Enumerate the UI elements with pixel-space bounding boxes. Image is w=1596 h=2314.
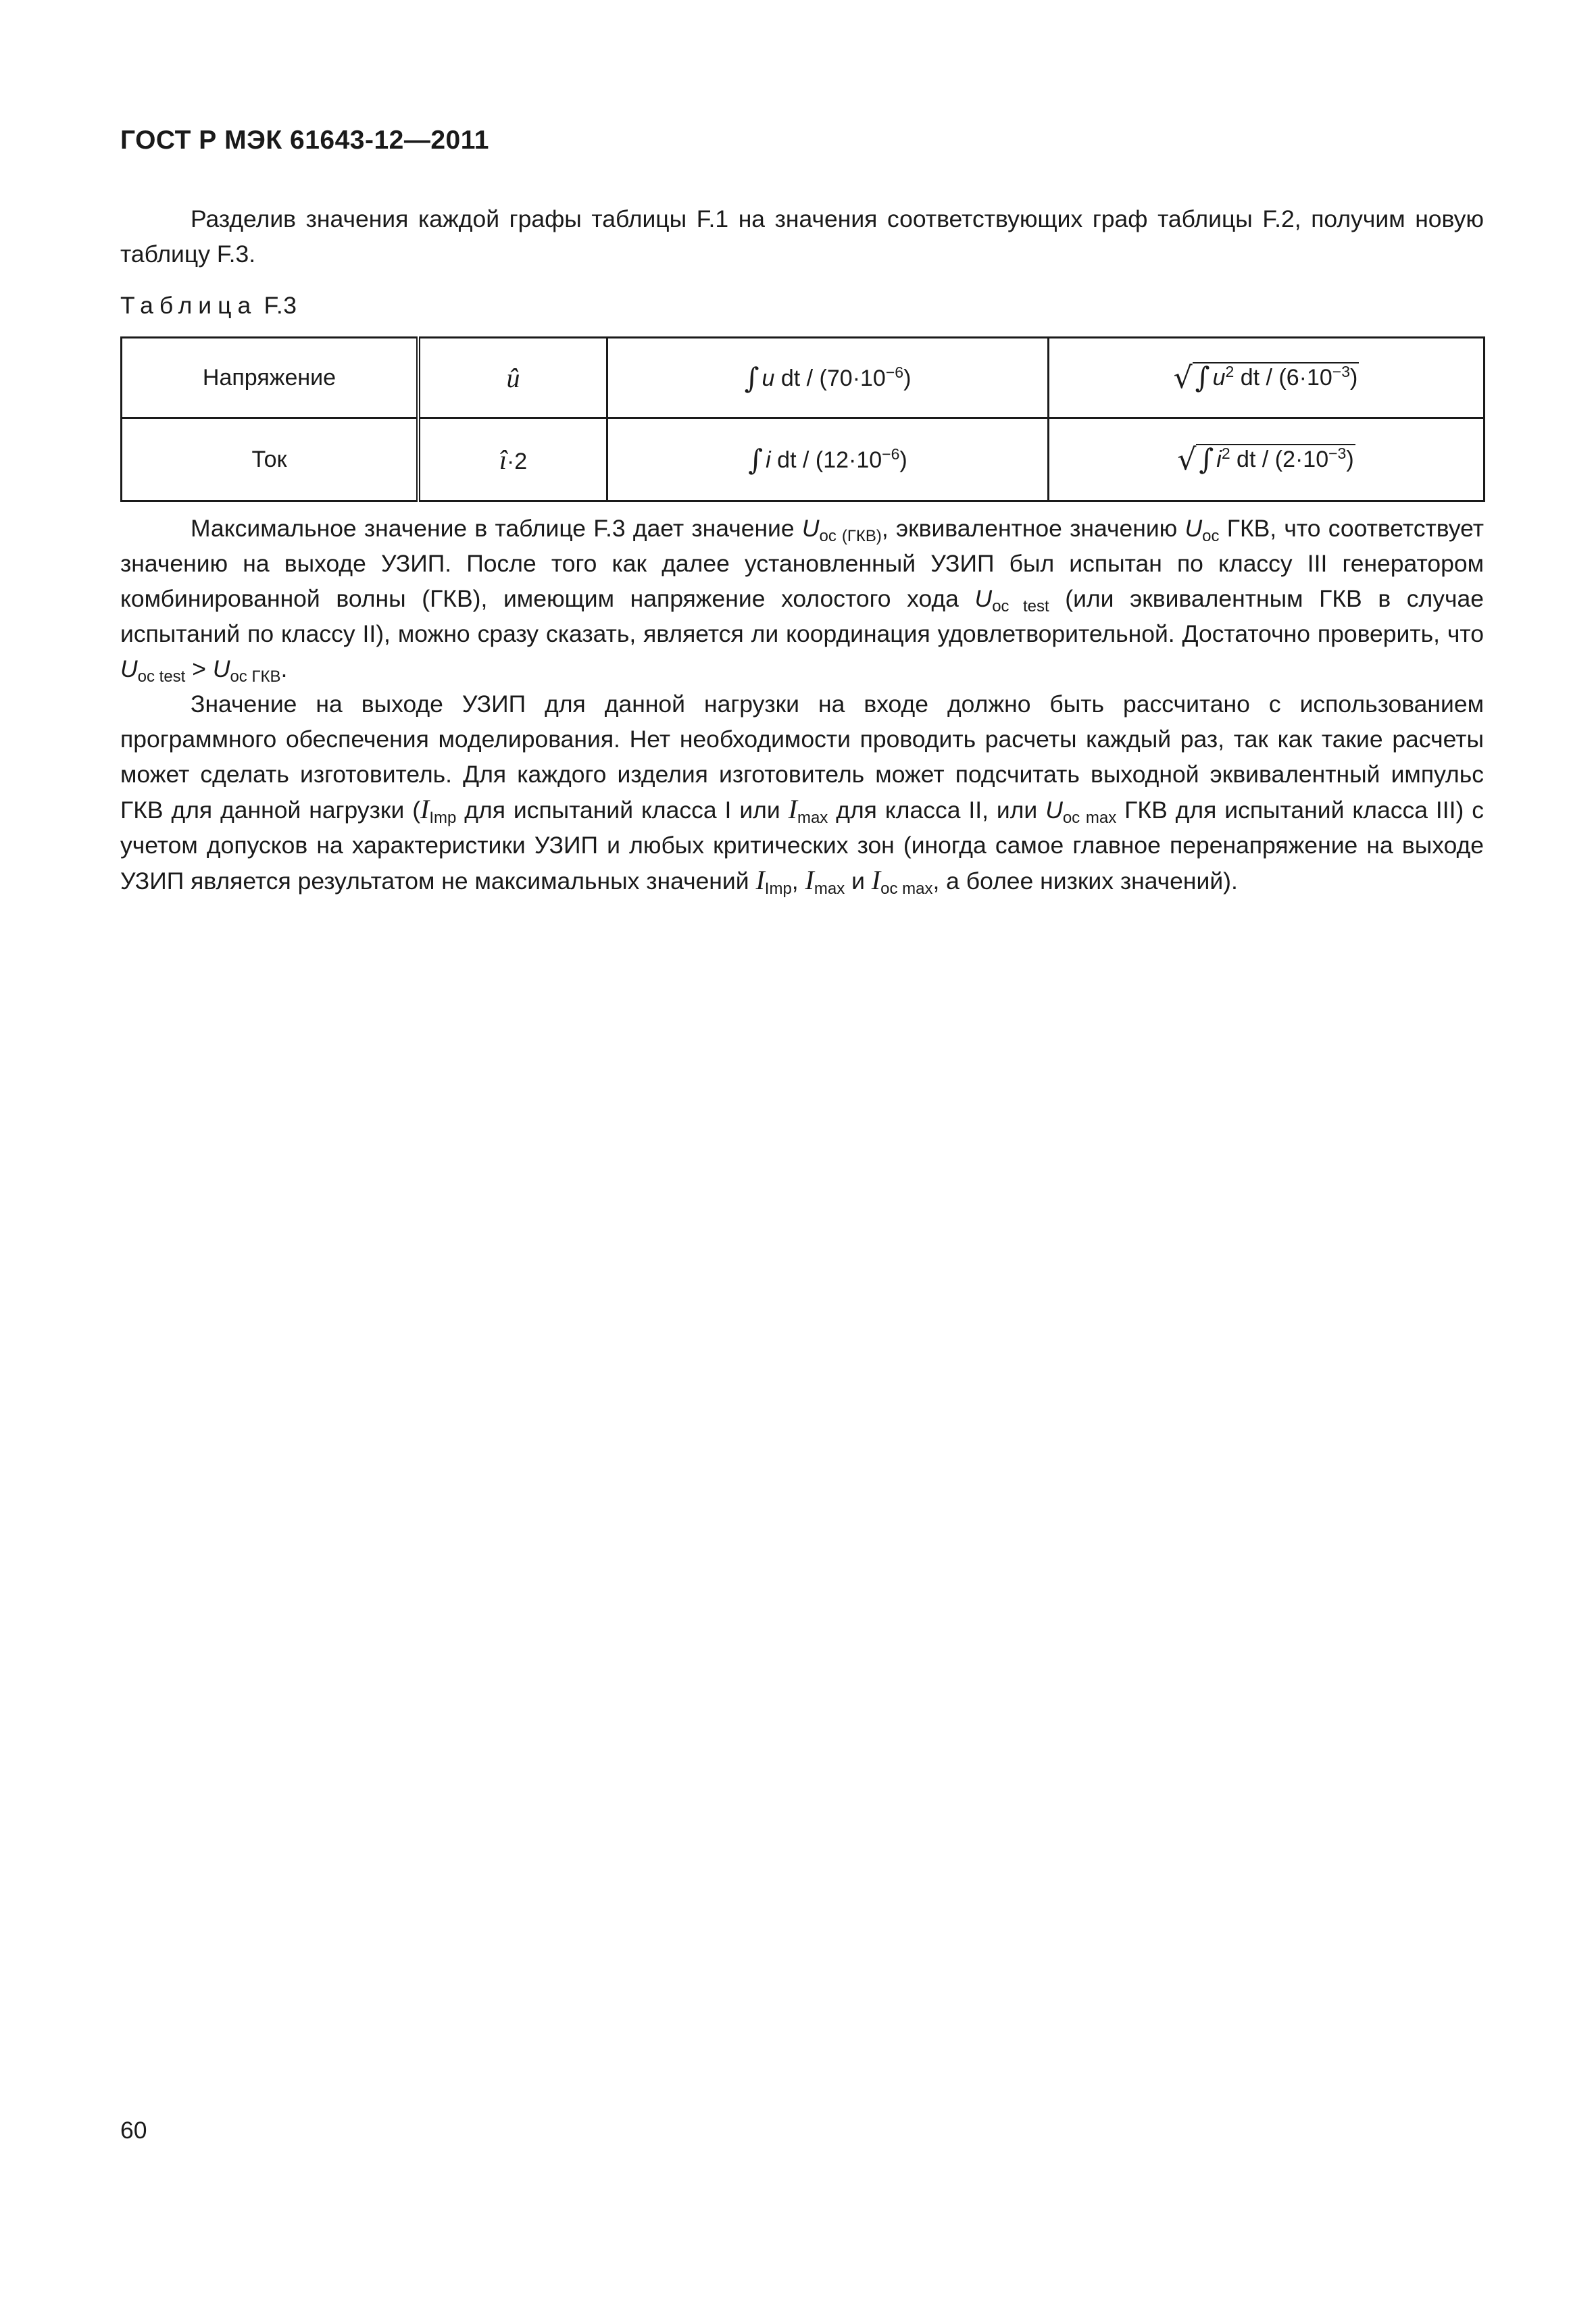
- sqrt-sign: √: [1173, 360, 1193, 395]
- paragraph-max-value: Максимальное значение в таблице F.3 дает значение $U_{oc (ГКВ)}$, эквивалентное значению $U_{oc}$ ГКВ, что соответствует значению на выходе УЗИП. После того как далее установленный УЗИП был испытан по классу III генератором комбинированной волны (ГКВ), имеющим напряжение холостого хода $U_{oc test}$ (или эквивалентным ГКВ в случае испытаний по классу II), можно сразу сказать, является ли координация удовлетворительной. Достаточно проверить, что $U_{oc test} > U_{oc ГКВ}$.: [120, 515, 1484, 686]
- current-peak-factor: ·2: [506, 448, 528, 474]
- table-caption-id: F.3: [264, 292, 297, 319]
- body-text: [120, 511, 1484, 899]
- table-caption: [120, 292, 297, 320]
- sqrt-sign: √: [1177, 442, 1197, 477]
- integral-sign: ∫: [1195, 360, 1210, 394]
- intro-paragraph: [120, 201, 1484, 272]
- voltage-energy-expr: √∫ $u^2$ dt / $(6\cdot 10^{-3})$: [1173, 360, 1358, 395]
- current-peak-symbol: î: [499, 444, 507, 475]
- cell-voltage-energy: [1049, 338, 1485, 418]
- table-f3: [120, 336, 1485, 502]
- table-row-voltage: [122, 338, 1485, 418]
- cell-current-energy: [1049, 418, 1485, 501]
- cell-voltage-peak: [418, 338, 607, 418]
- current-integral-expr: ∫ i dt / $(12\cdot 10^{-6})$: [748, 443, 907, 476]
- cell-current-label: Ток: [122, 418, 419, 501]
- intro-text: Разделив значения каждой графы таблицы F.1 на значения соответствующих граф таблицы F.2, получим новую таблицу F.3.: [120, 205, 1484, 268]
- integral-sign: ∫: [748, 443, 764, 476]
- integral-sign: ∫: [744, 361, 759, 395]
- voltage-integral-expr: ∫ u dt / $(70\cdot 10^{-6})$: [744, 361, 912, 395]
- page-number: 60: [120, 2117, 147, 2144]
- table-row-current: [122, 418, 1485, 501]
- voltage-peak-symbol: û: [506, 362, 520, 393]
- cell-current-peak: [418, 418, 607, 501]
- paragraph-output-value: Значение на выходе УЗИП для данной нагрузки на входе должно быть рассчитано с использованием программного обеспечения моделирования. Нет необходимости проводить расчеты каждый раз, так как такие расчеты может сделать изготовитель. Для каждого изделия изготовитель может подсчитать выходной эквивалентный импульс ГКВ для данной нагрузки ($I_{Imp}$ для испытаний класса I или $I_{max}$ для класса II, или $U_{oc max}$ ГКВ для испытаний класса III) с учетом допусков на характеристики УЗИП и любых критических зон (иногда самое главное перенапряжение на выходе УЗИП является результатом не максимальных значений $I_{Imp}$, $I_{max}$ и $I_{oc max}$, а более низких значений).: [120, 690, 1485, 898]
- document-header: ГОСТ Р МЭК 61643-12—2011: [120, 126, 489, 155]
- cell-voltage-integral: [607, 338, 1049, 418]
- table-caption-word: Таблица: [120, 292, 257, 319]
- integral-sign: ∫: [1199, 442, 1214, 476]
- cell-current-integral: [607, 418, 1049, 501]
- current-energy-expr: √∫ $i^2$ dt / $(2\cdot 10^{-3})$: [1177, 442, 1354, 477]
- cell-voltage-label: Напряжение: [122, 338, 419, 418]
